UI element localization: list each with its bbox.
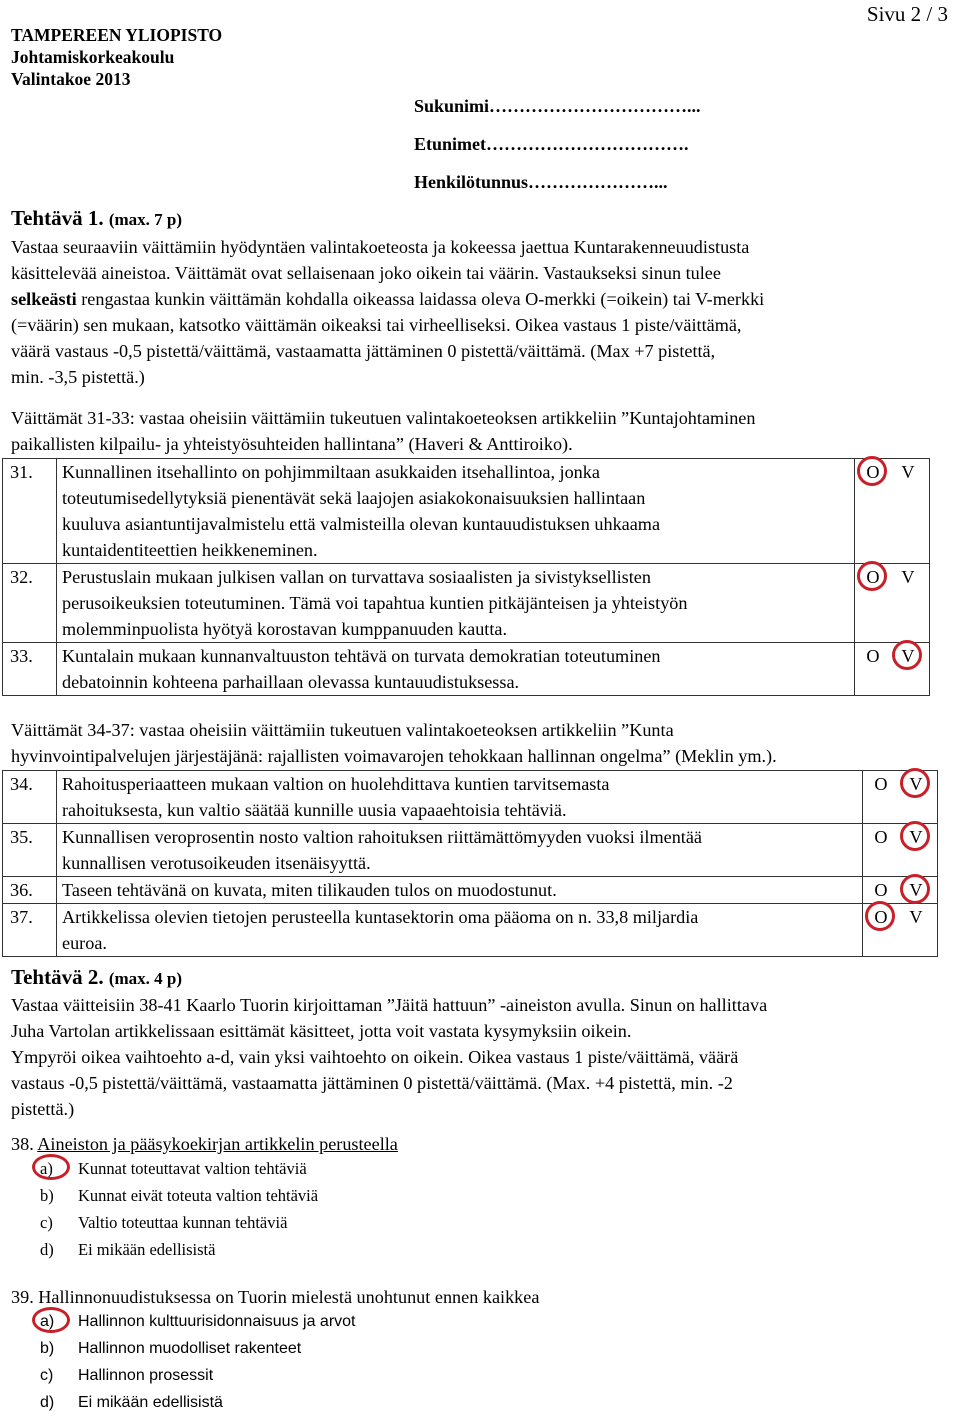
school-name: Johtamiskorkeakoulu — [11, 47, 175, 67]
section2-intro: Väittämät 34-37: vastaa oheisiin väittämiin tukeutuen valintakoeteoksen artikkeliin ”Kunta hyvinvointipalvelujen järjestäjänä: rajallisten voimavarojen tehokkaan hallinnan ongelma” (Meklin ym.). — [11, 720, 777, 766]
surname-field[interactable]: Sukunimi……………………………... — [414, 96, 701, 116]
answer-o[interactable]: O — [863, 564, 883, 590]
answer-v[interactable]: V — [901, 462, 915, 482]
list-item[interactable]: b) Hallinnon muodolliset rakenteet — [40, 1340, 302, 1357]
answer-circle — [857, 561, 887, 591]
university-name: TAMPEREEN YLIOPISTO — [11, 25, 223, 45]
list-item[interactable]: a) Hallinnon kulttuurisidonnaisuus ja arvot — [40, 1311, 356, 1338]
statements-table-2 — [2, 770, 938, 957]
answer-circle — [32, 1307, 70, 1333]
answer-v[interactable]: V — [906, 771, 926, 797]
exam-title: Valintakoe 2013 — [11, 69, 131, 89]
answer-circle — [865, 901, 895, 931]
table-row: 36. Taseen tehtävänä on kuvata, miten tilikauden tulos on muodostunut. O V — [3, 877, 938, 904]
answer-circle — [900, 768, 930, 798]
statements-table-1 — [2, 458, 930, 696]
list-item[interactable]: d) Ei mikään edellisistä — [40, 1240, 216, 1259]
question-39: 39. Hallinnonuudistuksessa on Tuorin mielestä unohtunut ennen kaikkea — [11, 1287, 540, 1307]
table-row: 34. Rahoitusperiaatteen mukaan valtion on huolehdittava kuntien tarvitsemasta rahoituksesta, kun valtio säätää kunnille uusia vapaaehtoisia tehtäviä. O V — [3, 771, 938, 824]
list-item[interactable]: b) Kunnat eivät toteuta valtion tehtäviä — [40, 1186, 319, 1205]
answer-o[interactable]: O — [874, 827, 888, 847]
header-block — [11, 24, 222, 90]
list-item[interactable]: c) Valtio toteuttaa kunnan tehtäviä — [40, 1213, 288, 1232]
answer-o[interactable]: O — [874, 880, 888, 900]
options-38 — [40, 1158, 318, 1266]
answer-v[interactable]: V — [906, 824, 926, 850]
list-item[interactable]: c) Hallinnon prosessit — [40, 1367, 214, 1384]
task2-intro: Vastaa väitteisiin 38-41 Kaarlo Tuorin kirjoittaman ”Jäitä hattuun” -aineiston avulla. Sinun on hallittava Juha Vartolan artikkelissaan esittämät käsitteet, jotta voit vastata kysymyksiin oikein. Ympyröi oikea vaihtoehto a-d, vain yksi vaihtoehto on oikein. Oikea vastaus 1 piste/väittämä, väärä vastaus -0,5 pistettä/väittämä, vastaamatta jättäminen 0 pistettä/väittämä. (Max. +4 pistettä, min. -2 pistettä.) — [11, 995, 768, 1119]
answer-circle — [900, 821, 930, 851]
answer-circle — [900, 874, 930, 904]
answer-v[interactable]: V — [906, 877, 926, 903]
page-number: Sivu 2 / 3 — [866, 2, 948, 26]
table-row: 37. Artikkelissa olevien tietojen perusteella kuntasektorin oma pääoma on n. 33,8 miljardia euroa. O V — [3, 904, 938, 957]
options-39 — [40, 1311, 356, 1419]
table-row: 35. Kunnallisen veroprosentin nosto valtion rahoituksen riittämättömyyden vuoksi ilmentää kunnallisen verotusoikeuden itsenäisyyttä. O V — [3, 824, 938, 877]
answer-o[interactable]: O — [871, 904, 891, 930]
answer-v[interactable]: V — [898, 643, 918, 669]
candidate-fields — [414, 94, 701, 208]
answer-o[interactable]: O — [866, 646, 880, 666]
answer-v[interactable]: V — [909, 907, 923, 927]
table-row: 31. Kunnallinen itsehallinto on pohjimmiltaan asukkaiden itsehallintoa, jonka toteutumisedellytyksiä pienentävät sekä laajojen asiakokonaisuuksien hallintaan kuuluva asiantuntijavalmistelu että valmisteilla olevan kuntauudistuksen uhkaama kuntaidentiteettien heikkeneminen. O V — [3, 459, 930, 564]
task1-intro: Vastaa seuraaviin väittämiin hyödyntäen valintakoeteosta ja kokeessa jaettua Kuntarakenneuudistusta käsittelevää aineistoa. Väittämät ovat sellaisenaan joko oikein tai väärin. Vastaukseksi sinun tulee selkeästi rengastaa kunkin väittämän kohdalla oikeassa laidassa oleva O-merkki (=oikein) tai V-merkki (=väärin) sen mukaan, katsotko väittämän oikeaksi tai virheelliseksi. Oikea vastaus 1 piste/väittämä, väärä vastaus -0,5 pistettä/väittämä, vastaamatta jättäminen 0 pistettä/väittämä. (Max +7 pistettä, min. -3,5 pistettä.) — [11, 237, 765, 387]
table-row: 32. Perustuslain mukaan julkisen vallan on turvattava sosiaalisten ja sivistyksellisten perusoikeuksien toteutuminen. Tämä voi tapahtua kuntien pitkäjänteisen ja yhteistyön molemminpuolista hyötyä korostavan kumppanuuden kautta. O V — [3, 564, 930, 643]
answer-o[interactable]: O — [874, 774, 888, 794]
answer-o[interactable]: O — [863, 459, 883, 485]
question-38: 38. Aineiston ja pääsykoekirjan artikkelin perusteella — [11, 1134, 398, 1154]
bold-word: selkeästi — [11, 289, 77, 309]
list-item[interactable]: d) Ei mikään edellisistä — [40, 1394, 223, 1411]
answer-circle — [32, 1154, 70, 1180]
task2-title: Tehtävä 2. (max. 4 p) — [11, 965, 183, 989]
answer-circle — [857, 456, 887, 486]
list-item[interactable]: a) Kunnat toteuttavat valtion tehtäviä — [40, 1158, 318, 1185]
answer-v[interactable]: V — [901, 567, 915, 587]
section1-intro: Väittämät 31-33: vastaa oheisiin väittämiin tukeutuen valintakoeteoksen artikkeliin ”Kuntajohtaminen paikallisten kilpailu- ja yhteistyösuhteiden hallintana” (Haveri & Anttiroiko). — [11, 408, 756, 454]
answer-circle — [892, 640, 922, 670]
firstnames-field[interactable]: Etunimet……………………………. — [414, 134, 689, 154]
table-row: 33. Kuntalain mukaan kunnanvaltuuston tehtävä on turvata demokratian toteutuminen debatoinnin kohteena parhaillaan olevassa kuntauudistuksessa. O V — [3, 643, 930, 696]
task1-title: Tehtävä 1. (max. 7 p) — [11, 206, 183, 230]
personal-id-field[interactable]: Henkilötunnus…………………... — [414, 172, 668, 192]
